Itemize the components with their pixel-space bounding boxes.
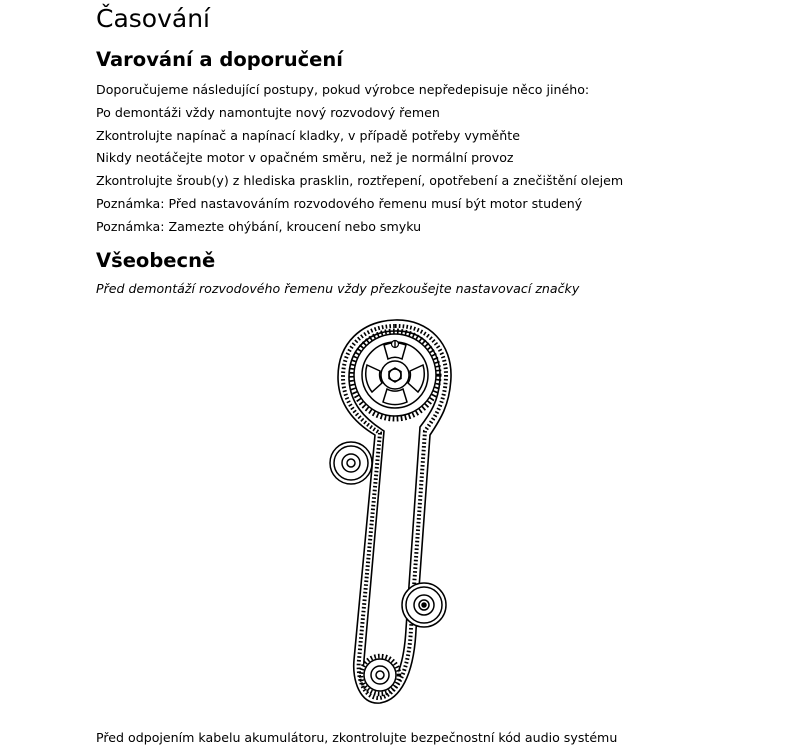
general-intro-note: Před demontáží rozvodového řemenu vždy přezkoušejte nastavovací značky (96, 281, 580, 296)
warning-item: Zkontrolujte napínač a napínací kladky, v případě potřeby vyměňte (96, 127, 520, 143)
timing-belt-diagram-icon (320, 315, 470, 710)
warning-item: Nikdy neotáčejte motor v opačném směru, než je normální provoz (96, 150, 514, 166)
warning-item: Po demontáži vždy namontujte nový rozvodový řemen (96, 104, 440, 120)
warning-item: Zkontrolujte šroub(y) z hlediska prasklin, roztřepení, opotřebení a znečištění olejem (96, 173, 624, 189)
warning-item: Doporučujeme následující postupy, pokud výrobce nepředepisuje něco jiného: (96, 82, 590, 97)
general-heading: Všeobecně (96, 249, 216, 272)
warning-item: Poznámka: Zamezte ohýbání, kroucení nebo smyku (96, 218, 422, 234)
warnings-list (96, 79, 623, 239)
warning-item: Poznámka: Před nastavováním rozvodového řemenu musí být motor studený (96, 195, 583, 211)
footer-note: Před odpojením kabelu akumulátoru, zkontrolujte bezpečnostní kód audio systému (96, 730, 618, 745)
warnings-heading: Varování a doporučení (96, 48, 343, 71)
page-title: Časování (96, 4, 211, 33)
